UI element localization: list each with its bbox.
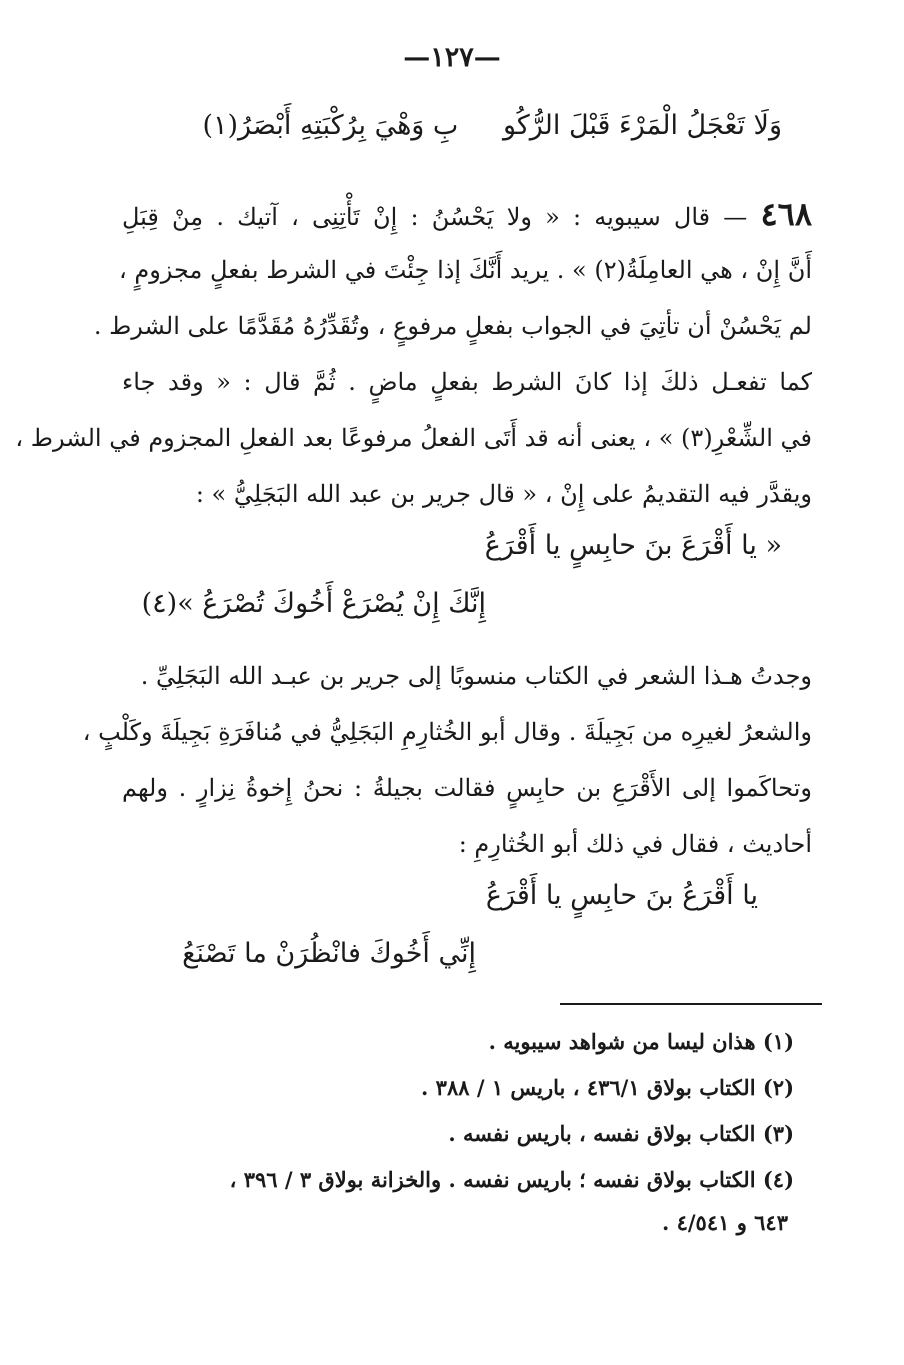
footnote-4: (٤) الكتاب بولاق نفسه ؛ باريس نفسه . والخزانة بولاق ٣ / ٣٩٦ ، [229,1167,794,1192]
verse-three-line-2: إِنِّي أَخُوكَ فانْظُرَنْ ما تَصْنَعُ [182,938,476,969]
entry-line-4: كما تفعـل ذلكَ إذا كانَ الشرط بفعلٍ ماضٍ . ثُمَّ قال : « وقد جاء [122,368,812,396]
entry-line-2: أَنَّ إِنْ ، هي العامِلَةُ(٢) » . يريد أَنَّكَ إذا جِئْتَ في الشرط بفعلٍ مجزومٍ ، [118,256,812,284]
para-two-line-4: أحاديث ، فقال في ذلك أبو الخُثارِمِ : [458,830,812,858]
para-two-line-2: والشعرُ لغيرِه من بَجِيلَةَ . وقال أبو الخُثارِمِ البَجَلِيُّ في مُنافَرَةِ بَجِيلَةَ وكَلْبٍ ، [82,718,812,746]
footnote-3: (٣) الكتاب بولاق نفسه ، باريس نفسه . [448,1121,794,1146]
verse-first-half: وَلَا تَعْجَلُ الْمَرْءَ قَبْلَ الرُّكُو [502,110,782,141]
verse-three-line-1: يا أَقْرَعُ بنَ حابِسٍ يا أَقْرَعُ [485,880,758,911]
entry-line-5: في الشِّعْرِ(٣) » ، يعنى أنه قد أَتَى الفعلُ مرفوعًا بعد الفعلِ المجزوم في الشرط ، [15,424,812,452]
entry-number: ٤٦٨ [760,195,812,233]
entry-line-1 [122,194,812,234]
para-two-line-3: وتحاكَموا إلى الأَقْرَعِ بن حابِسٍ فقالت بجيلةُ : نحنُ إِخوةُ نِزارٍ . ولهم [122,774,812,802]
page-number: —١٢٧— [403,42,501,73]
para-two-line-1: وجدتُ هـذا الشعر في الكتاب منسوبًا إلى جرير بن عبـد الله البَجَلِيِّ . [140,662,812,690]
verse-second-half: بِ وَهْيَ بِرُكْبَتِهِ أَبْصَرُ(١) [202,110,459,141]
entry-line-6: ويقدَّر فيه التقديمُ على إِنْ ، « قال جرير بن عبد الله البَجَلِيُّ » : [195,480,812,508]
verse-two-line-2: إِنَّكَ إِنْ يُصْرَعْ أَخُوكَ تُصْرَعُ »(٤) [141,588,486,619]
opening-verse [202,110,782,141]
footnote-1: (١) هذان ليسا من شواهد سيبويه . [488,1029,794,1054]
entry-line-3: لم يَحْسُنْ أن تأتِيَ في الجواب بفعلٍ مرفوعٍ ، وتُقَدِّرُهُ مُقَدَّمًا على الشرط . [93,312,812,340]
footnote-separator [560,1003,822,1005]
footnote-2: (٢) الكتاب بولاق ٤٣٦/١ ، باريس ١ / ٣٨٨ . [421,1075,794,1100]
verse-two-line-1: « يا أَقْرَعَ بنَ حابِسٍ يا أَقْرَعُ [484,530,782,561]
footnote-4-continuation: ٦٤٣ و ٤/٥٤١ . [661,1210,788,1235]
entry-text: — قال سيبويه : « ولا يَحْسُنُ : إِنْ تَأْتِنِى ، آتيك . مِنْ قِبَلِ [122,203,748,231]
